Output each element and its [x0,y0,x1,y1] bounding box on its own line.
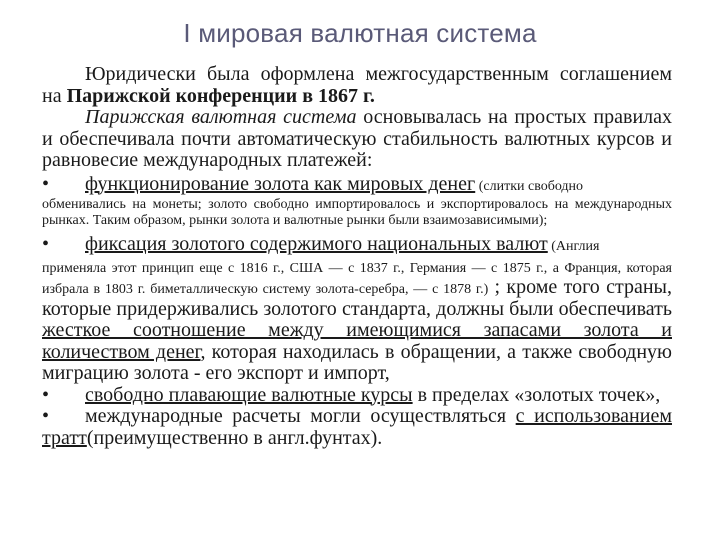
bullet-text: международные расчеты могли осуществляться [85,405,516,427]
bullet-note: применяла этот принцип еще с 1816 г., США — с 1837 г., Германия — с 1875 г., а Франция, которая избрала в 1803 г. биметаллическую систему золота-серебра, — с 1878 г.) [42,260,672,297]
bullet-note-inline: (Англия [547,239,600,254]
bullet-text: в пределах «золотых точек», [412,383,661,406]
conference-name: Парижской конференции в 1867 г. [66,84,375,107]
system-term: Парижская валютная система [85,106,357,128]
bullet-item [42,174,672,196]
system-text: основывалась на простых правилах и обеспечивала почти автоматическую стабильность валютных курсов и равновесие международных платежей: [42,106,673,171]
bullet-item [42,385,672,407]
intro-paragraph [42,64,672,107]
bullet-text: ; кроме того страны, которые придерживались золотого стандарта, должны были обеспечивать [42,276,672,320]
intro-text: Юридически была оформлена межгосударственным соглашением на [42,63,672,107]
bullet-text: (преимущественно в англ.фунтах). [86,426,383,449]
bullet-underlined-text: жесткое соотношение между имеющимися запасами золота и количеством денег [42,319,672,363]
bullet-marker: • [42,383,50,406]
bullet-marker: • [42,233,50,255]
bullet-heading: функционирование золота как мировых денег [85,172,476,195]
bullet-item [42,406,672,449]
bullet-continuation [42,256,672,385]
slide-title: I мировая валютная система [183,18,537,48]
system-paragraph [42,107,672,172]
bullet-text: , которая находилась в обращении, а также свободную миграцию золота - его экспорт и импорт, [42,340,672,384]
bullet-heading: свободно плавающие валютные курсы [85,383,413,406]
bullet-marker: • [42,172,50,195]
bullet-note-inline: (слитки свободно [475,178,584,194]
bullet-heading: фиксация золотого содержимого национальных валют [85,233,548,255]
bullet-item [42,234,672,256]
slide-body [42,64,672,449]
bullet-note: обменивались на монеты; золото свободно импортировалось и экспортировалось на международных рынках. Таким образом, рынки золота и валютные рынки были взаимозависимыми); [42,197,672,228]
bullet-marker: • [42,405,50,427]
bullet-underlined-text: с использованием тратт [42,405,672,449]
